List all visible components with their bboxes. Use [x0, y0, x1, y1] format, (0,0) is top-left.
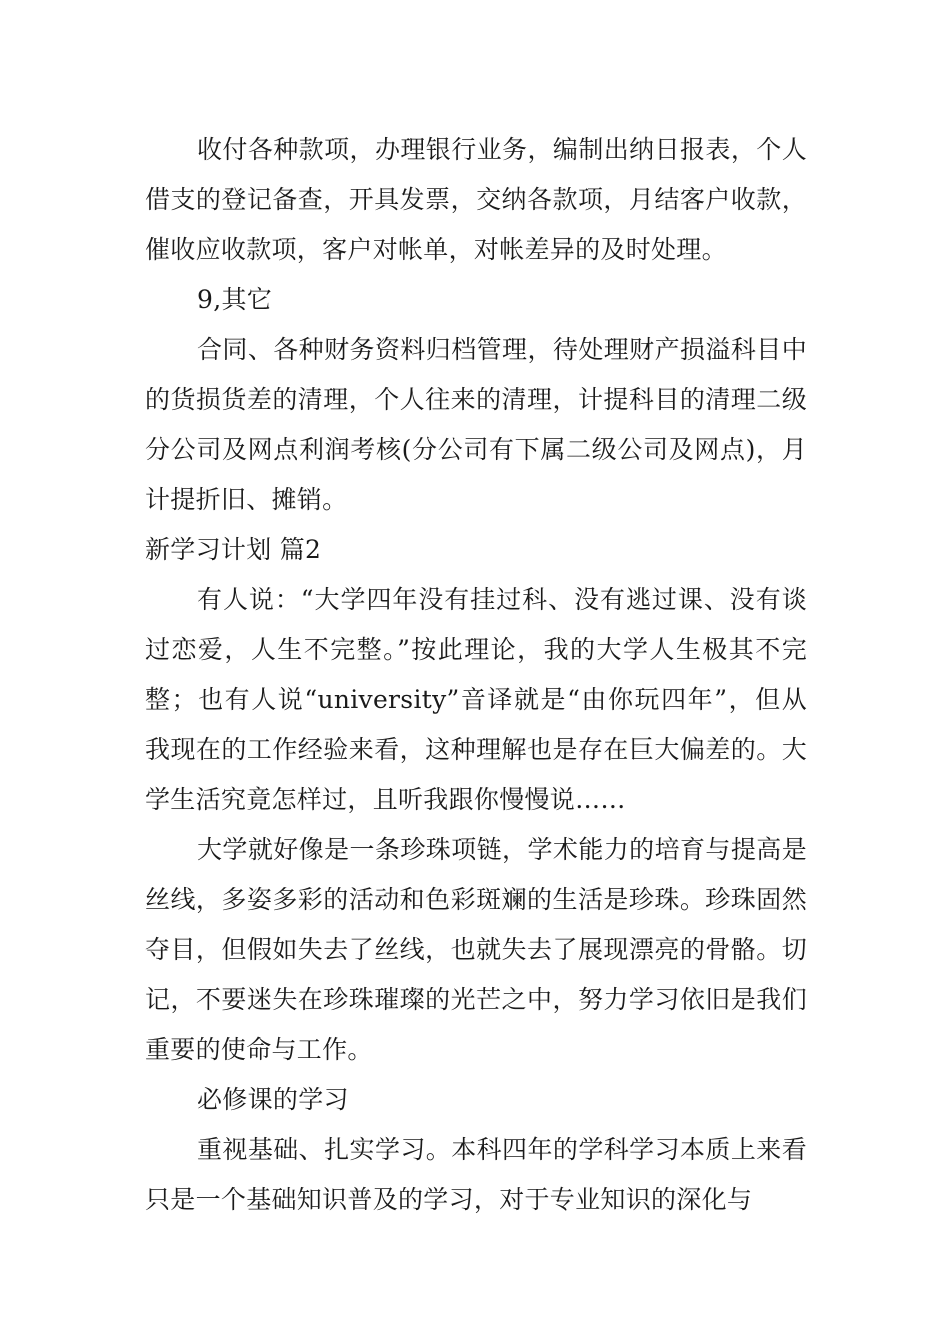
paragraph-foundation-study: 重视基础、扎实学习。本科四年的学科学习本质上来看只是一个基础知识普及的学习，对于专业知识的深化与 [145, 1135, 807, 1214]
paragraph-cashier-duties: 收付各种款项，办理银行业务，编制出纳日报表，个人借支的登记备查，开具发票，交纳各款项，月结客户收款，催收应收款项，客户对帐单，对帐差异的及时处理。 [145, 135, 807, 264]
paragraph-intro: 有人说：“大学四年没有挂过科、没有逃过课、没有谈过恋爱，人生不完整。”按此理论，我的大学人生极其不完整；也有人说“university”音译就是“由你玩四年”，但从我现在的工作经验来看，这种理解也是存在巨大偏差的。大学生活究竟怎样过，且听我跟你慢慢说…… [145, 585, 807, 814]
document-body [145, 125, 807, 1225]
section-heading-other: 9,其它 [197, 285, 273, 314]
paragraph-pearl-necklace: 大学就好像是一条珍珠项链，学术能力的培育与提高是丝线，多姿多彩的活动和色彩斑斓的生活是珍珠。珍珠固然夺目，但假如失去了丝线，也就失去了展现漂亮的骨骼。切记，不要迷失在珍珠璀璨的光芒之中，努力学习依旧是我们重要的使命与工作。 [145, 835, 807, 1064]
section-heading-required-courses: 必修课的学习 [197, 1085, 349, 1114]
article-title: 新学习计划 篇2 [145, 535, 322, 564]
paragraph-other-duties: 合同、各种财务资料归档管理，待处理财产损溢科目中的货损货差的清理，个人往来的清理，计提科目的清理二级分公司及网点利润考核(分公司有下属二级公司及网点)，月计提折旧、摊销。 [145, 335, 807, 514]
